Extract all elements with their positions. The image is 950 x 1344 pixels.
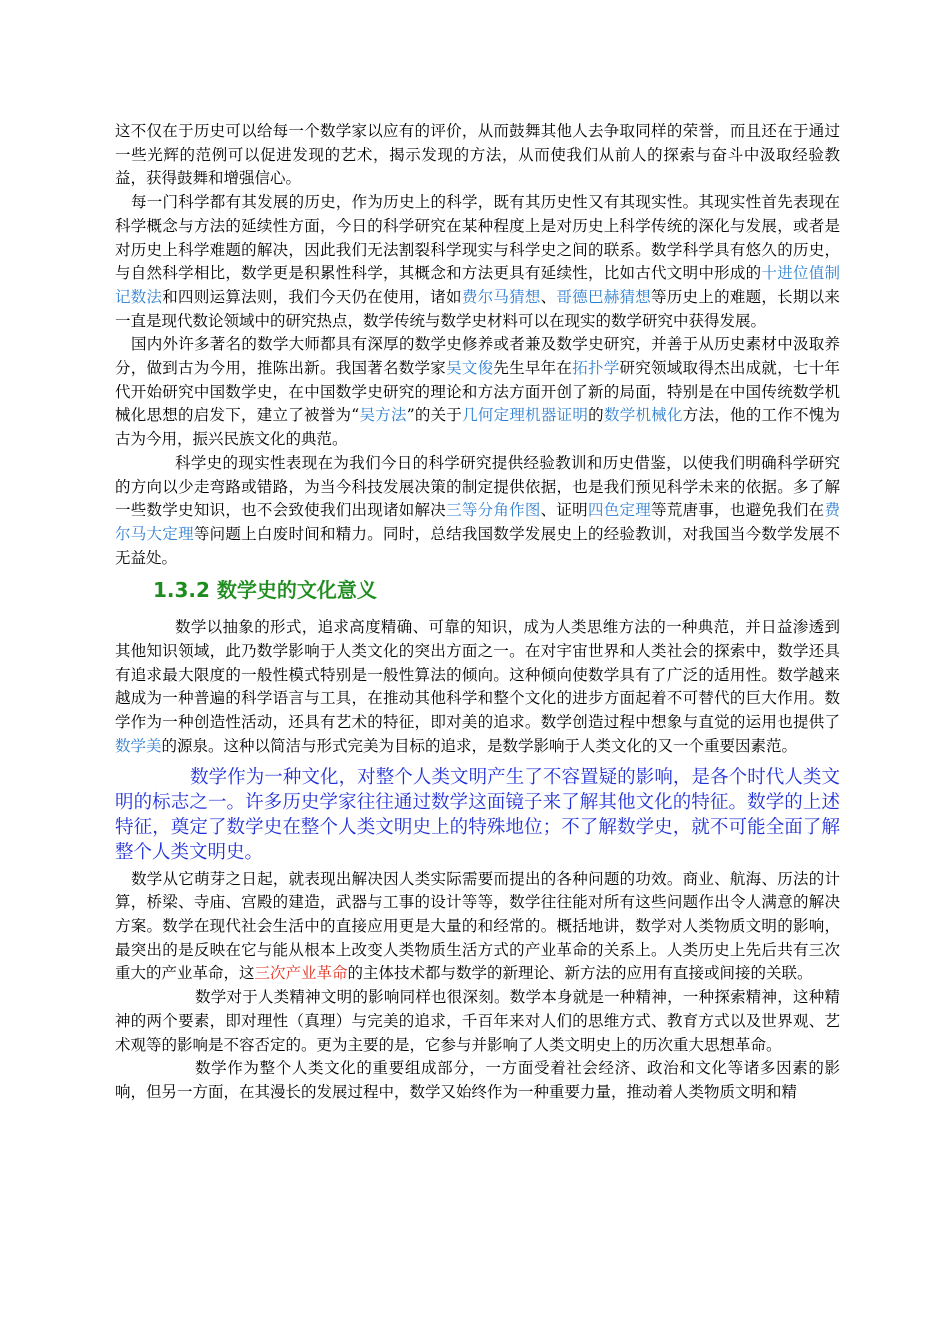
hyperlink[interactable]: 费尔马猜想 [461,287,541,306]
paragraph [115,452,840,571]
text-run: 数学以抽象的形式，追求高度精确、可靠的知识，成为人类思维方法的一种典范，并日益渗透到其他知识领域，此乃数学影响于人类文化的突出方面之一。在对宇宙世界和人类社会的探索中，数学还具有追求最大限度的一般性模式特别是一般性算法的倾向。这种倾向使数学具有了广泛的适用性。数学越来越成为一种普遍的科学语言与工具，在推动其他科学和整个文化的进步方面起着不可替代的巨大作用。数学作为一种创造性活动，还具有艺术的特征，即对美的追求。数学创造过程中想象与直觉的运用也提供了 [115,618,840,732]
hyperlink[interactable]: 四色定理 [587,501,652,520]
text-run: 等问题上白废时间和精力。同时，总结我国数学发展史上的经验教训，对我国当今数学发展不无益处。 [115,524,840,567]
hyperlink[interactable]: 费尔马大定理 [115,501,840,543]
text-run: 科学史的现实性表现在为我们今日的科学研究提供经验教训和历史借鉴，以使我们明确科学研究的方向以少走弯路或错路，为当今科技发展决策的制定提供依据，也是我们预见科学未来的依据。多了解一些数学史知识，也不会致使我们出现诸如解决 [115,453,840,520]
text-run: 这不仅在于历史可以给每一个数学家以应有的评价，从而鼓舞其他人去争取同样的荣誉，而且还在于通过一些光辉的范例可以促进发现的艺术，揭示发现的方法，从而使我们从前人的探索与奋斗中汲取经验教益，获得鼓舞和增强信心。 [115,122,840,188]
text-run: 数学作为整个人类文化的重要组成部分，一方面受着社会经济、政治和文化等诸多因素的影响，但另一方面，在其漫长的发展过程中，数学又始终作为一种重要力量，推动着人类物质文明和精 [115,1059,840,1101]
text-run: 、证明 [540,501,588,520]
text-run: 和四则运算法则，我们今天仍在使用，诸如 [162,287,462,306]
text-run: 等荒唐事，也避免我们在 [651,501,825,520]
text-run: 数学对于人类精神文明的影响同样也很深刻。数学本身就是一种精神，一种探索精神，这种精神的两个要素，即对理性（真理）与完美的追求，千百年来对人们的思维方式、教育方式以及世界观、艺术观等的影响是不容否定的。更为主要的是，它参与并影响了人类文明史上的历次重大思想革命。 [115,988,840,1054]
text-run: 国内外许多著名的数学大师都具有深厚的数学史修养或者兼及数学史研究，并善于从历史素材中汲取养分，做到古为今用，推陈出新。我国著名数学家 [115,335,840,378]
text-run: 先生早年在 [493,359,573,378]
text-run: 、 [540,287,557,306]
hyperlink[interactable]: 三次产业革命 [254,964,348,983]
document-page [115,120,840,1105]
hyperlink[interactable]: 数学机械化 [603,406,683,425]
paragraph [115,333,840,452]
paragraph [115,616,840,758]
hyperlink[interactable]: 几何定理机器证明 [462,406,589,425]
hyperlink[interactable]: 吴方法 [359,406,407,425]
hyperlink[interactable]: 数学美 [115,736,162,755]
text-run: 数学从它萌芽之日起，就表现出解决因人类实际需要而提出的各种问题的功效。商业、航海、历法的计算，桥梁、寺庙、宫殿的建造，武器与工事的设计等等，数学往往能对所有这些问题作出令人满意的解决方案。数学在现代社会生活中的直接应用更是大量的和经常的。概括地讲，数学对人类物质文明的影响，最突出的是反映在它与能从根本上改变人类物质生活方式的产业革命的关系上。人类历史上先后共有三次重大的产业革命，这 [115,869,840,983]
paragraphs-before-heading [115,120,840,570]
paragraph [115,868,840,987]
paragraph [115,986,840,1057]
text-run: 每一门科学都有其发展的历史，作为历史上的科学，既有其历史性又有其现实性。其现实性首先表现在科学概念与方法的延续性方面，今日的科学研究在某种程度上是对历史上科学传统的深化与发展，或者是对历史上科学难题的解决，因此我们无法割裂科学现实与科学史之间的联系。数学科学具有悠久的历史，与自然科学相比，数学更是积累性科学，其概念和方法更具有延续性，比如古代文明中形成的 [115,193,840,283]
paragraph [115,1057,840,1104]
hyperlink[interactable]: 拓扑学 [572,359,620,378]
paragraphs-after-heading [115,616,840,1104]
text-run: 数学作为一种文化，对整个人类文明产生了不容置疑的影响，是各个时代人类文明的标志之一。许多历史学家往往通过数学这面镜子来了解其他文化的特征。数学的上述特征，奠定了数学史在整个人类文明史上的特殊地位；不了解数学史，就不可能全面了解整个人类文明史。 [115,766,840,863]
hyperlink[interactable]: 三等分角作图 [446,501,541,520]
text-run: ”的关于 [406,406,463,425]
text-run: 方法，他的工作不愧为古为今用，振兴民族文化的典范。 [115,406,840,449]
text-run: 的 [588,406,604,425]
text-run: 的源泉。这种以简洁与形式完美为目标的追求，是数学影响于人类文化的又一个重要因素范。 [161,736,798,755]
section-heading: 1.3.2 数学史的文化意义 [153,578,377,603]
text-run: 等历史上的难题，长期以来一直是现代数论领域中的研究热点，数学传统与数学史材料可以在现实的数学研究中获得发展。 [115,287,840,330]
paragraph [115,765,840,865]
text-run: 研究领域取得杰出成就，七十年代开始研究中国数学史，在中国数学史研究的理论和方法方面开创了新的局面，特别是在中国传统数学机械化思想的启发下，建立了被誉为“ [115,359,840,425]
paragraph [115,191,840,333]
hyperlink[interactable]: 吴文俊 [446,359,494,378]
hyperlink[interactable]: 十进位值制记数法 [115,264,840,306]
paragraph [115,120,840,191]
hyperlink[interactable]: 哥德巴赫猜想 [556,287,652,306]
text-run: 的主体技术都与数学的新理论、新方法的应用有直接或间接的关联。 [347,964,813,983]
